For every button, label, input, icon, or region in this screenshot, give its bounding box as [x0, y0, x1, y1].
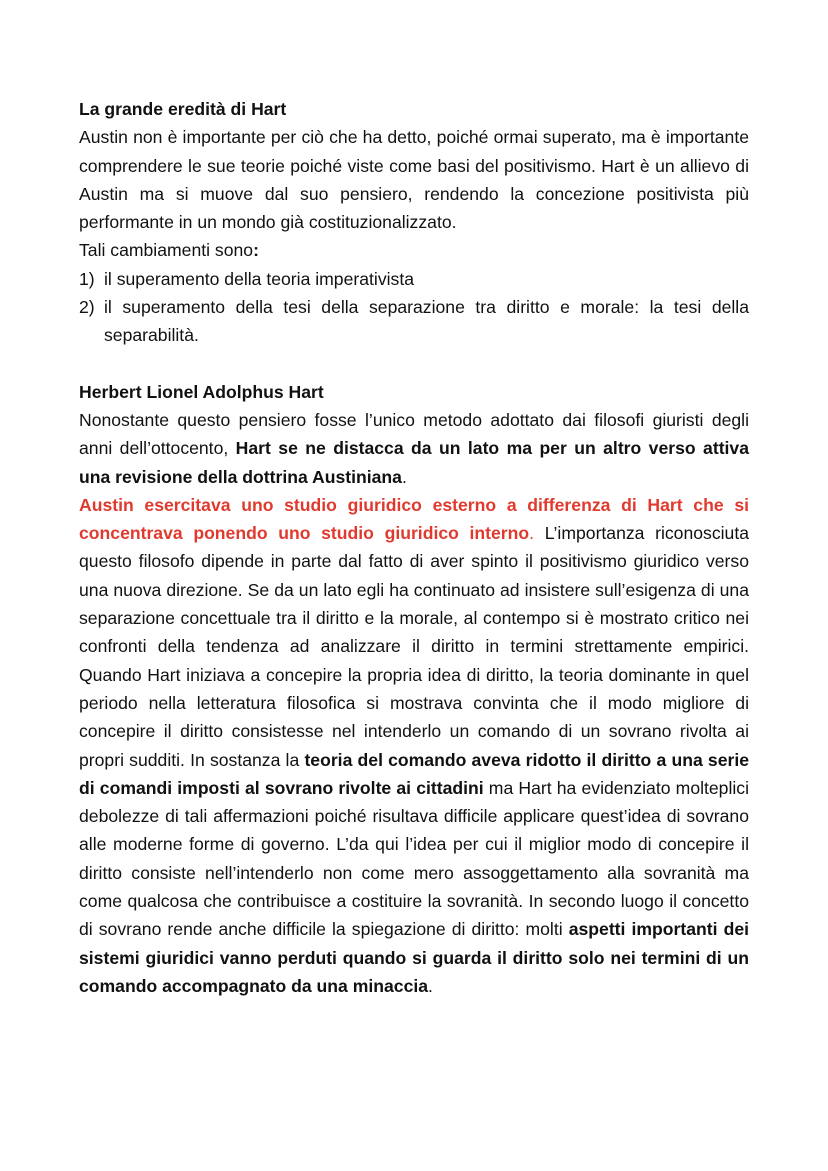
paragraph-austin-importance: Austin non è importante per ciò che ha detto, poiché ormai superato, ma è importante comprendere le sue teorie poiché viste come basi del positivismo. Hart è un allievo di Austin ma si muove dal suo pensiero, rendendo la concezione positivista più performante in un mondo già costituzionalizzato.	[79, 127, 749, 233]
section-heading-hart: Herbert Lionel Adolphus Hart	[79, 381, 324, 402]
changes-intro-colon: :	[253, 240, 259, 261]
section-spacer	[79, 350, 749, 378]
p1-end: .	[401, 466, 407, 487]
section-heading-eredita: La grande eredità di Hart	[79, 99, 287, 119]
p2-bold-text-1: teoria del comando aveva ridotto il diritto a una serie di comandi imposti al sovrano rivolte ai cittadini	[79, 749, 750, 798]
changes-intro-text: Tali cambiamenti sono	[79, 240, 254, 261]
p2-end: .	[428, 975, 433, 996]
list-item	[79, 293, 749, 350]
list-item-number: 1)	[79, 268, 95, 289]
list-item-text: il superamento della tesi della separazione tra diritto e morale: la tesi della separabilità.	[104, 297, 749, 346]
p2-highlight-dot: .	[529, 523, 535, 544]
paragraph-hart-theory	[79, 491, 749, 1000]
p2-text-2: ma Hart ha evidenziato molteplici debolezze di tali affermazioni poiché risultava difficile applicare quest’idea di sovrano alle moderne forme di governo. L’da qui l’idea per cui il miglior modo di concepire il diritto consiste nell’intenderlo non come mero assoggettamento alla sovranità ma come qualcosa che contribuisce a costituire la sovranità. In secondo luogo il concetto di sovrano rende anche difficile la spiegazione di diritto: molti	[79, 777, 749, 940]
paragraph-hart-distance	[79, 406, 749, 491]
changes-list	[79, 265, 749, 350]
p2-bold-text-2: aspetti importanti dei sistemi giuridici vanno perduti quando si guarda il diritto solo nei termini di un comando accompagnato da una minaccia	[79, 919, 749, 996]
p2-highlight-text: Austin esercitava uno studio giuridico esterno a differenza di Hart che si concentrava ponendo uno studio giuridico interno	[79, 494, 749, 544]
p1-bold-text: Hart se ne distacca da un lato ma per un altro verso attiva una revisione della dottrina Austiniana	[79, 438, 750, 487]
list-item	[79, 265, 749, 293]
p1-text: Nonostante questo pensiero fosse l’unico metodo adottato dai filosofi giuristi degli anni dell’ottocento,	[79, 409, 749, 459]
changes-intro	[79, 236, 749, 264]
list-item-text: il superamento della teoria imperativista	[104, 268, 414, 289]
list-item-number: 2)	[79, 297, 95, 318]
p2-text-1: L’importanza riconosciuta questo filosofo dipende in parte dal fatto di aver spinto il positivismo giuridico verso una nuova direzione. Se da un lato egli ha continuato ad insistere sull’esigenza di una separazione concettuale tra il diritto e la morale, al contempo si è mostrato critico nei confronti della tendenza ad analizzare il diritto in termini strettamente empirici. Quando Hart iniziava a concepire la propria idea di diritto, la teoria dominante in quel periodo nella letteratura filosofica si mostrava convinta che il modo migliore di concepire il diritto consistesse nel intenderlo un comando di un sovrano rivolta ai propri sudditi. In sostanza la	[79, 523, 750, 770]
